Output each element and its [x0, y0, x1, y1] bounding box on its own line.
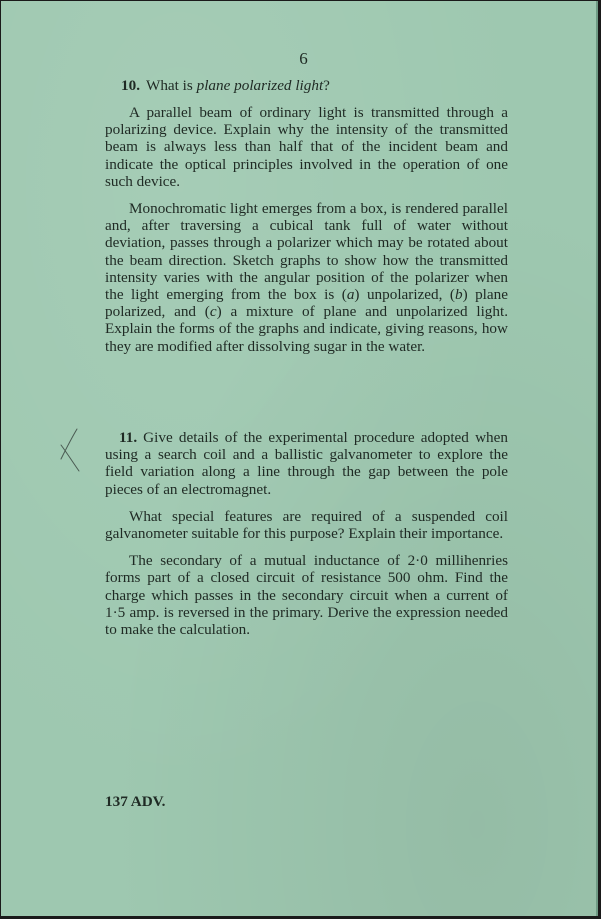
- question-10-heading: [105, 77, 508, 94]
- question-10-heading-suffix: ?: [323, 77, 330, 94]
- question-10-heading-italic: plane polarized light: [196, 77, 324, 94]
- question-10: [105, 77, 508, 365]
- question-11-paragraph-2: What special features are required of a suspended coil galvanometer suitable for this purpose? Explain their importance.: [105, 507, 508, 543]
- question-10-heading-prefix: What is: [145, 77, 197, 94]
- question-11-paragraph-1: [105, 429, 508, 498]
- question-10-option-a: a: [346, 286, 355, 304]
- question-10-paragraph-2-part-c: ) plane polarized, and (: [105, 286, 508, 321]
- question-10-paragraph-2-part-b: ) unpolarized, (: [354, 286, 455, 304]
- pencil-tick-mark: [57, 427, 83, 473]
- question-10-option-c: c: [209, 303, 217, 321]
- exam-page: [1, 1, 598, 916]
- question-11-number: 11.: [119, 429, 138, 446]
- question-11: [105, 429, 508, 648]
- page-number: 6: [299, 49, 308, 68]
- question-11-paragraph-1-text: Give details of the experimental procedure adopted when using a search coil and a ballistic galvanometer to explore the field variation along a line through the gap between the pole pieces of an electromagnet.: [105, 429, 508, 498]
- question-10-paragraph-2-part-d: ) a mixture of plane and unpolarized light. Explain the forms of the graphs and indicate, giving reasons, how they are modified after dissolving sugar in the water.: [105, 303, 508, 355]
- question-10-paragraph-1: A parallel beam of ordinary light is transmitted through a polarizing device. Explain why the intensity of the transmitted beam is always less than half that of the incident beam and indicate the optical principles involved in the operation of one such device.: [105, 104, 508, 190]
- paper-code: 137 ADV.: [105, 793, 166, 810]
- question-10-number: 10.: [121, 77, 140, 94]
- question-10-option-b: b: [454, 286, 463, 304]
- question-10-paragraph-2-part-a: Monochromatic light emerges from a box, is rendered parallel and, after traversing a cubical tank full of water without deviation, passes through a polarizer which may be rotated about the beam direction. Sketch graphs to show how the transmitted intensity varies with the angular position of the polarizer when the light emerging from the box is (: [105, 200, 508, 304]
- question-11-paragraph-3: The secondary of a mutual inductance of 2·0 millihenries forms part of a closed circuit of resistance 500 ohm. Find the charge which passes in the secondary circuit when a current of 1·5 amp. is reversed in the primary. Derive the expression needed to make the calculation.: [105, 552, 508, 639]
- question-10-paragraph-2: [105, 200, 508, 355]
